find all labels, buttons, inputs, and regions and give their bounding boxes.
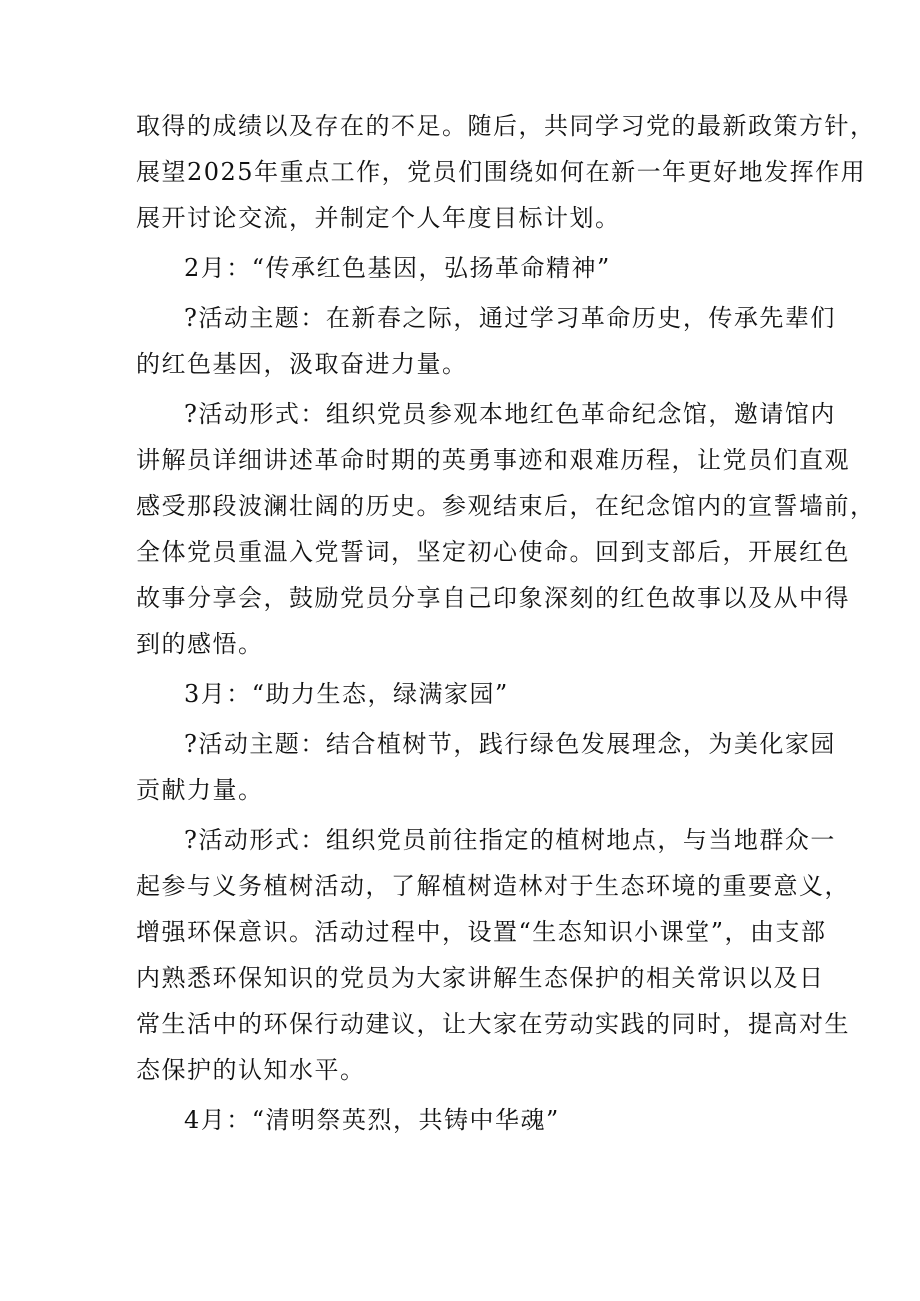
text-line: 讲解员详细讲述革命时期的英勇事迹和艰难历程，让党员们直观 xyxy=(136,446,850,474)
text-line: ?活动主题：在新春之际，通过学习革命历史，传承先辈们 xyxy=(184,304,836,332)
paragraph xyxy=(136,1097,784,1143)
text-line: 起参与义务植树活动，了解植树造林对于生态环境的重要意义， xyxy=(136,872,850,900)
text-line: ?活动主题：结合植树节，践行绿色发展理念，为美化家园 xyxy=(184,730,836,758)
text-line: 展开讨论交流，并制定个人年度目标计划。 xyxy=(136,204,621,232)
text-line: 感受那段波澜壮阔的历史。参观结束后，在纪念馆内的宣誓墙前， xyxy=(136,492,876,520)
text-line: 取得的成绩以及存在的不足。随后，共同学习党的最新政策方针， xyxy=(136,112,876,140)
text-line: 到的感悟。 xyxy=(136,630,264,658)
text-line: 常生活中的环保行动建议，让大家在劳动实践的同时，提高对生 xyxy=(136,1010,850,1038)
text-line: 3月：“助力生态，绿满家园” xyxy=(184,680,509,708)
text-line: 4月：“清明祭英烈，共铸中华魂” xyxy=(184,1106,560,1134)
text-line: 的红色基因，汲取奋进力量。 xyxy=(136,350,468,378)
paragraph xyxy=(136,245,784,291)
paragraph xyxy=(136,671,784,717)
text-line: 展望2025年重点工作，党员们围绕如何在新一年更好地发挥作用 xyxy=(136,158,867,186)
text-line: 故事分享会，鼓励党员分享自己印象深刻的红色故事以及从中得 xyxy=(136,584,850,612)
document-body xyxy=(136,103,876,1143)
text-line: ?活动形式：组织党员参观本地红色革命纪念馆，邀请馆内 xyxy=(184,400,836,428)
text-line: 内熟悉环保知识的党员为大家讲解生态保护的相关常识以及日 xyxy=(136,964,825,992)
text-line: 全体党员重温入党誓词，坚定初心使命。回到支部后，开展红色 xyxy=(136,538,850,566)
paragraph xyxy=(136,295,836,387)
text-line: 态保护的认知水平。 xyxy=(136,1056,366,1084)
text-line: 增强环保意识。活动过程中，设置“生态知识小课堂”，由支部 xyxy=(136,918,827,946)
text-line: ?活动形式：组织党员前往指定的植树地点，与当地群众一 xyxy=(184,826,836,854)
text-line: 2月：“传承红色基因，弘扬革命精神” xyxy=(184,254,611,282)
paragraph xyxy=(136,721,836,813)
text-line: 贡献力量。 xyxy=(136,776,264,804)
paragraph xyxy=(136,391,876,667)
paragraph xyxy=(136,817,850,1093)
paragraph xyxy=(136,103,876,241)
